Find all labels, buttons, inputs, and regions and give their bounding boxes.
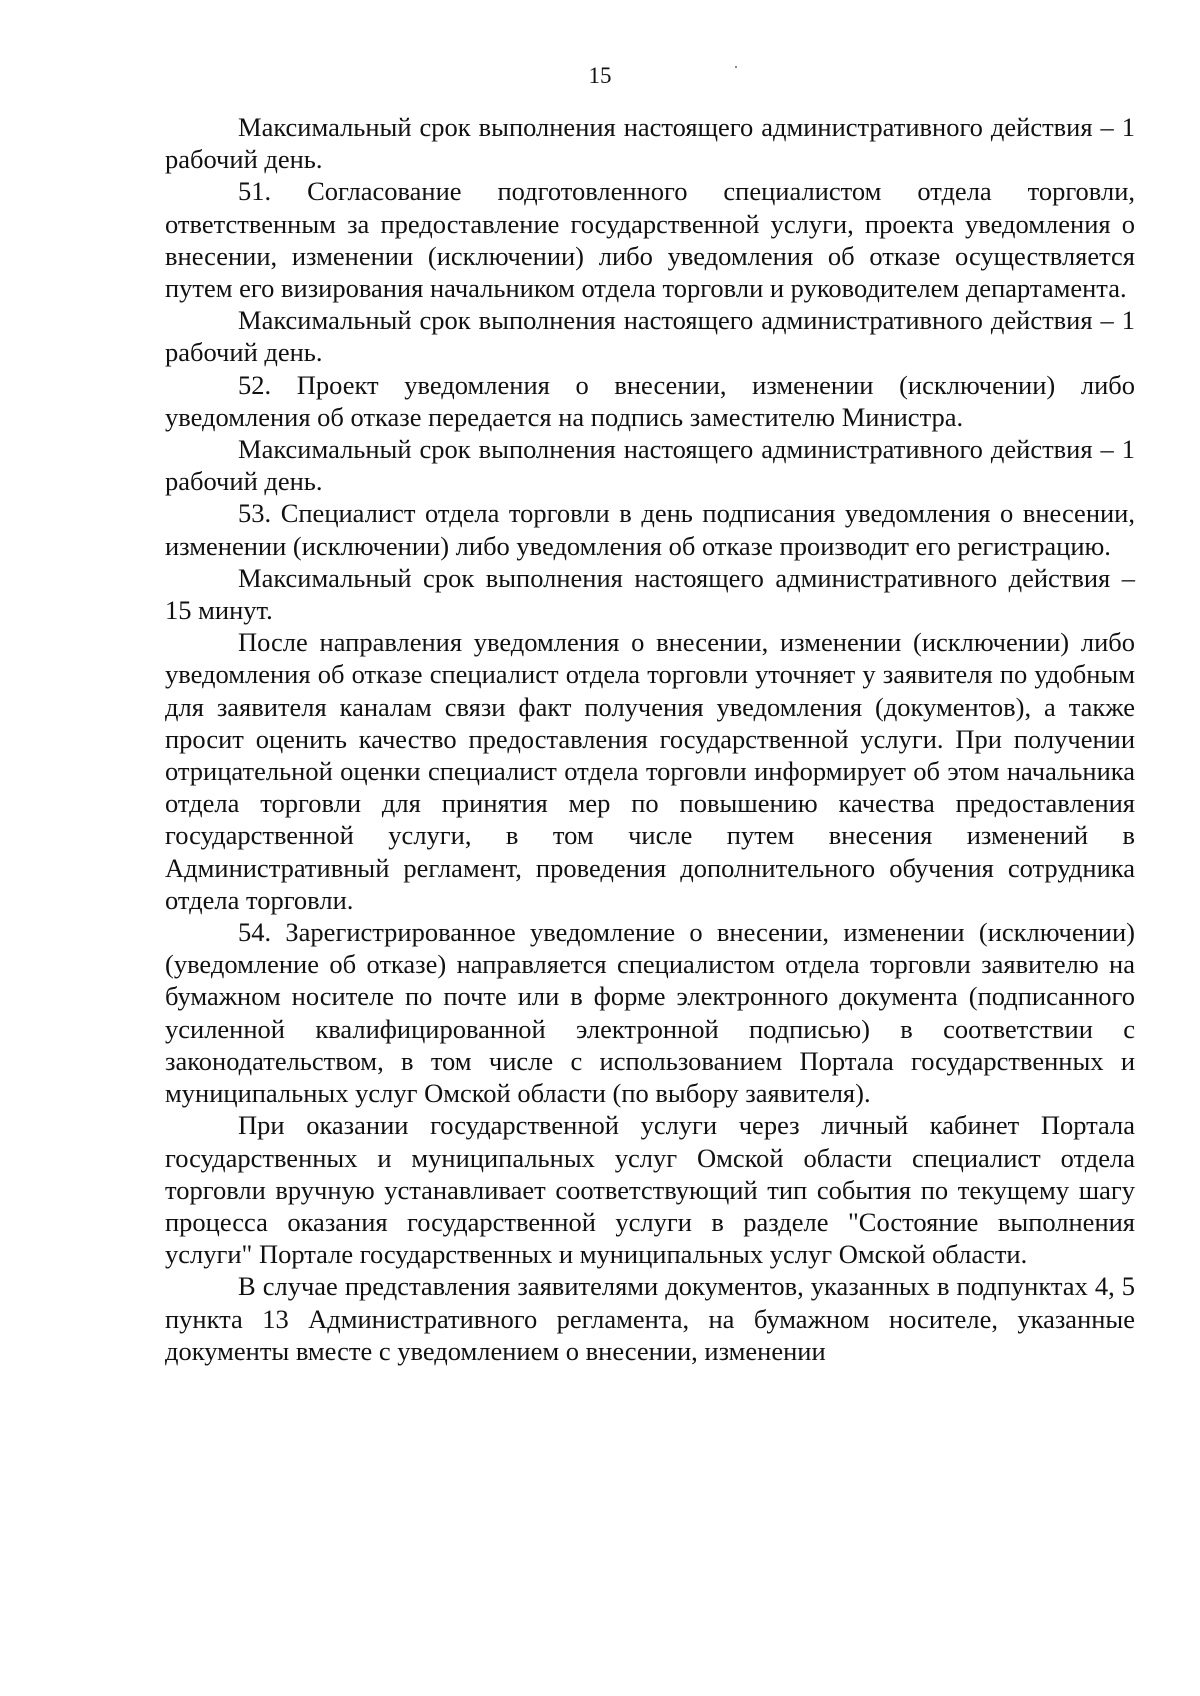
paragraph-max-term-2: Максимальный срок выполнения настоящего административного действия – 1 рабочий день. — [165, 305, 1135, 368]
paragraph-max-term-1: Максимальный срок выполнения настоящего административного действия – 1 рабочий день. — [165, 112, 1135, 175]
paragraph-51: 51. Согласование подготовленного специалистом отдела торговли, ответственным за предоставление государственной услуги, проекта уведомления о внесении, изменении (исключении) либо уведомления об отказе осуществляется путем его визирования начальником отдела торговли и руководителем департамента. — [165, 176, 1135, 304]
paragraph-max-term-3: Максимальный срок выполнения настоящего административного действия – 1 рабочий день. — [165, 434, 1135, 497]
paragraph-after-notification: После направления уведомления о внесении, изменении (исключении) либо уведомления об отказе специалист отдела торговли уточняет у заявителя по удобным для заявителя каналам связи факт получения уведомления (документов), а также просит оценить качество предоставления государственной услуги. При получении отрицательной оценки специалист отдела торговли информирует об этом начальника отдела торговли для принятия мер по повышению качества предоставления государственной услуги, в том числе путем внесения изменений в Административный регламент, проведения дополнительного обучения сотрудника отдела торговли. — [165, 627, 1135, 915]
paragraph-54: 54. Зарегистрированное уведомление о внесении, изменении (исключении) (уведомление об отказе) направляется специалистом отдела торговли заявителю на бумажном носителе по почте или в форме электронного документа (подписанного усиленной квалифицированной электронной подписью) в соответствии с законодательством, в том числе с использованием Портала государственных и муниципальных услуг Омской области (по выбору заявителя). — [165, 917, 1135, 1109]
paragraph-52: 52. Проект уведомления о внесении, изменении (исключении) либо уведомления об отказе передается на подпись заместителю Министра. — [165, 369, 1135, 432]
scan-dot-mark — [735, 66, 737, 68]
paragraph-paper-documents: В случае представления заявителями документов, указанных в подпунктах 4, 5 пункта 13 Административного регламента, на бумажном носителе, указанные документы вместе с уведомлением о внесении, изменении — [165, 1271, 1135, 1366]
document-body — [165, 111, 1135, 1367]
paragraph-max-term-4: Максимальный срок выполнения настоящего административного действия – 15 минут. — [165, 562, 1135, 626]
page-number: 15 — [588, 63, 612, 88]
paragraph-portal: При оказании государственной услуги через личный кабинет Портала государственных и муниципальных услуг Омской области специалист отдела торговли вручную устанавливает соответствующий тип события по текущему шагу процесса оказания государственной услуги в разделе "Состояние выполнения услуги" Портале государственных и муниципальных услуг Омской области. — [165, 1110, 1135, 1270]
paragraph-53: 53. Специалист отдела торговли в день подписания уведомления о внесении, изменении (исключении) либо уведомления об отказе производит его регистрацию. — [165, 498, 1135, 561]
